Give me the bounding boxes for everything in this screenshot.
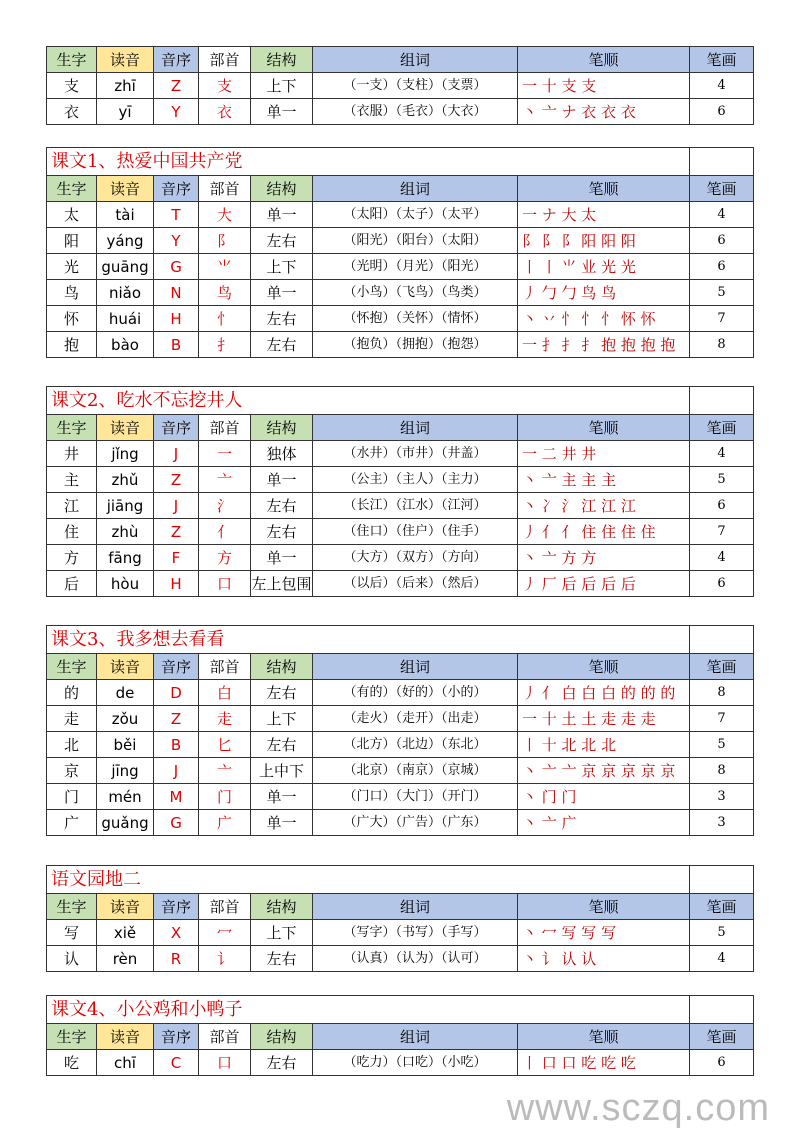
header-radical: 部首 (199, 176, 251, 202)
cell-pinyin: tài (97, 202, 154, 228)
cell-initial: H (154, 571, 199, 597)
cell-structure: 单一 (251, 99, 313, 125)
table-row (47, 810, 754, 836)
cell-count: 5 (690, 920, 754, 946)
cell-count: 8 (690, 680, 754, 706)
cell-char: 抱 (47, 332, 97, 358)
header-strokes: 笔顺 (518, 47, 690, 73)
cell-words: （光明）（月光）（阳光） (313, 254, 518, 280)
cell-strokes: 丿 亻 白 白 白 的 的 的 (518, 680, 690, 706)
header-char: 生字 (47, 654, 97, 680)
empty-cell (690, 996, 754, 1024)
header-words: 组词 (313, 176, 518, 202)
cell-pinyin: guǎng (97, 810, 154, 836)
header-structure: 结构 (251, 415, 313, 441)
empty-cell (690, 866, 754, 894)
header-words: 组词 (313, 894, 518, 920)
header-structure: 结构 (251, 1024, 313, 1050)
header-pinyin: 读音 (97, 894, 154, 920)
cell-radical: 冖 (199, 920, 251, 946)
empty-cell (690, 387, 754, 415)
watermark: www.sczq.com (506, 1087, 770, 1129)
cell-words: （以后）（后来）（然后） (313, 571, 518, 597)
header-structure: 结构 (251, 176, 313, 202)
cell-strokes: 一 扌 扌 扌 抱 抱 抱 抱 (518, 332, 690, 358)
table-row (47, 1050, 754, 1076)
cell-radical: 衣 (199, 99, 251, 125)
header-initial: 音序 (154, 415, 199, 441)
cell-pinyin: zǒu (97, 706, 154, 732)
cell-count: 7 (690, 519, 754, 545)
table-row (47, 306, 754, 332)
cell-words: （大方）（双方）（方向） (313, 545, 518, 571)
cell-radical: 亠 (199, 467, 251, 493)
lesson-title: 课文1、热爱中国共产党 (47, 148, 690, 176)
cell-initial: X (154, 920, 199, 946)
header-pinyin: 读音 (97, 176, 154, 202)
cell-count: 6 (690, 228, 754, 254)
cell-radical: 阝 (199, 228, 251, 254)
header-count: 笔画 (690, 654, 754, 680)
cell-strokes: 一 ナ 大 太 (518, 202, 690, 228)
cell-words: （水井）（市井）（井盖） (313, 441, 518, 467)
header-structure: 结构 (251, 654, 313, 680)
cell-words: （阳光）（阳台）（太阳） (313, 228, 518, 254)
cell-initial: T (154, 202, 199, 228)
cell-pinyin: fāng (97, 545, 154, 571)
cell-structure: 左右 (251, 680, 313, 706)
table-row (47, 920, 754, 946)
cell-pinyin: de (97, 680, 154, 706)
lesson-title: 课文2、吃水不忘挖井人 (47, 387, 690, 415)
table-row (47, 99, 754, 125)
header-structure: 结构 (251, 47, 313, 73)
table-row (47, 680, 754, 706)
cell-structure: 左上包围 (251, 571, 313, 597)
cell-words: （门口）（大门）（开门） (313, 784, 518, 810)
cell-char: 住 (47, 519, 97, 545)
cell-pinyin: xiě (97, 920, 154, 946)
table-row (47, 280, 754, 306)
cell-count: 4 (690, 946, 754, 972)
cell-words: （认真）（认为）（认可） (313, 946, 518, 972)
cell-count: 5 (690, 732, 754, 758)
cell-words: （吃力）（口吃）（小吃） (313, 1050, 518, 1076)
cell-structure: 上下 (251, 706, 313, 732)
cell-initial: Z (154, 467, 199, 493)
cell-words: （抱负）（拥抱）（抱怨） (313, 332, 518, 358)
cell-pinyin: chī (97, 1050, 154, 1076)
cell-initial: N (154, 280, 199, 306)
header-initial: 音序 (154, 1024, 199, 1050)
cell-structure: 单一 (251, 202, 313, 228)
character-table (46, 995, 754, 1076)
header-words: 组词 (313, 1024, 518, 1050)
cell-structure: 左右 (251, 946, 313, 972)
cell-initial: D (154, 680, 199, 706)
cell-strokes: 丶 亠 方 方 (518, 545, 690, 571)
cell-char: 支 (47, 73, 97, 99)
cell-strokes: 丶 亠 ナ 衣 衣 衣 (518, 99, 690, 125)
table-row (47, 493, 754, 519)
cell-radical: 口 (199, 571, 251, 597)
cell-count: 7 (690, 306, 754, 332)
cell-structure: 左右 (251, 228, 313, 254)
lesson-title: 课文4、小公鸡和小鸭子 (47, 996, 690, 1024)
header-count: 笔画 (690, 176, 754, 202)
cell-pinyin: bào (97, 332, 154, 358)
cell-pinyin: guāng (97, 254, 154, 280)
cell-char: 太 (47, 202, 97, 228)
header-row (47, 415, 754, 441)
table-row (47, 441, 754, 467)
cell-strokes: 一 十 支 支 (518, 73, 690, 99)
cell-char: 阳 (47, 228, 97, 254)
cell-words: （怀抱）（关怀）（情怀） (313, 306, 518, 332)
header-char: 生字 (47, 894, 97, 920)
cell-initial: Z (154, 73, 199, 99)
cell-radical: 忄 (199, 306, 251, 332)
cell-words: （北方）（北边）（东北） (313, 732, 518, 758)
cell-char: 光 (47, 254, 97, 280)
header-char: 生字 (47, 1024, 97, 1050)
header-strokes: 笔顺 (518, 894, 690, 920)
cell-count: 6 (690, 254, 754, 280)
cell-strokes: 丶 冫 氵 江 江 江 (518, 493, 690, 519)
cell-structure: 单一 (251, 784, 313, 810)
header-initial: 音序 (154, 894, 199, 920)
header-pinyin: 读音 (97, 654, 154, 680)
header-pinyin: 读音 (97, 415, 154, 441)
cell-initial: Y (154, 228, 199, 254)
character-table (46, 865, 754, 972)
cell-structure: 上下 (251, 73, 313, 99)
cell-char: 江 (47, 493, 97, 519)
header-initial: 音序 (154, 47, 199, 73)
cell-initial: J (154, 493, 199, 519)
cell-words: （小鸟）（飞鸟）（鸟类） (313, 280, 518, 306)
cell-structure: 左右 (251, 732, 313, 758)
cell-structure: 上下 (251, 920, 313, 946)
cell-structure: 左右 (251, 493, 313, 519)
cell-strokes: 阝 阝 阝 阳 阳 阳 (518, 228, 690, 254)
table-row (47, 202, 754, 228)
cell-strokes: 一 二 井 井 (518, 441, 690, 467)
cell-structure: 左右 (251, 519, 313, 545)
header-char: 生字 (47, 176, 97, 202)
table-row (47, 571, 754, 597)
header-radical: 部首 (199, 415, 251, 441)
cell-words: （写字）（书写）（手写） (313, 920, 518, 946)
cell-pinyin: jiāng (97, 493, 154, 519)
cell-initial: Z (154, 519, 199, 545)
cell-char: 吃 (47, 1050, 97, 1076)
table-row (47, 467, 754, 493)
cell-char: 走 (47, 706, 97, 732)
header-row (47, 176, 754, 202)
cell-pinyin: běi (97, 732, 154, 758)
cell-strokes: 丶 丷 忄 忄 忄 怀 怀 (518, 306, 690, 332)
cell-count: 6 (690, 1050, 754, 1076)
table-row (47, 545, 754, 571)
header-radical: 部首 (199, 1024, 251, 1050)
header-initial: 音序 (154, 654, 199, 680)
cell-structure: 单一 (251, 810, 313, 836)
empty-cell (690, 148, 754, 176)
cell-count: 4 (690, 202, 754, 228)
lesson-title: 语文园地二 (47, 866, 690, 894)
cell-char: 认 (47, 946, 97, 972)
cell-count: 7 (690, 706, 754, 732)
header-strokes: 笔顺 (518, 1024, 690, 1050)
cell-radical: 走 (199, 706, 251, 732)
character-table (46, 46, 754, 125)
cell-pinyin: niǎo (97, 280, 154, 306)
header-strokes: 笔顺 (518, 176, 690, 202)
cell-pinyin: zhù (97, 519, 154, 545)
lesson-title: 课文3、我多想去看看 (47, 626, 690, 654)
cell-count: 8 (690, 758, 754, 784)
table-row (47, 332, 754, 358)
header-words: 组词 (313, 47, 518, 73)
cell-radical: 匕 (199, 732, 251, 758)
cell-count: 6 (690, 493, 754, 519)
cell-pinyin: yáng (97, 228, 154, 254)
cell-char: 井 (47, 441, 97, 467)
header-radical: 部首 (199, 47, 251, 73)
cell-words: （有的）（好的）（小的） (313, 680, 518, 706)
cell-strokes: 丿 亻 亻 住 住 住 住 (518, 519, 690, 545)
cell-initial: J (154, 441, 199, 467)
cell-radical: 支 (199, 73, 251, 99)
header-char: 生字 (47, 47, 97, 73)
cell-radical: 鸟 (199, 280, 251, 306)
header-pinyin: 读音 (97, 47, 154, 73)
header-words: 组词 (313, 415, 518, 441)
cell-count: 6 (690, 99, 754, 125)
cell-structure: 左右 (251, 1050, 313, 1076)
character-table (46, 386, 754, 597)
cell-initial: G (154, 254, 199, 280)
cell-words: （住口）（住户）（住手） (313, 519, 518, 545)
header-radical: 部首 (199, 894, 251, 920)
table-row (47, 706, 754, 732)
header-pinyin: 读音 (97, 1024, 154, 1050)
cell-radical: 方 (199, 545, 251, 571)
cell-structure: 单一 (251, 545, 313, 571)
table-row (47, 73, 754, 99)
cell-initial: M (154, 784, 199, 810)
cell-initial: B (154, 332, 199, 358)
cell-radical: 门 (199, 784, 251, 810)
table-row (47, 732, 754, 758)
cell-radical: 白 (199, 680, 251, 706)
cell-count: 4 (690, 545, 754, 571)
cell-words: （长江）（江水）（江河） (313, 493, 518, 519)
cell-initial: B (154, 732, 199, 758)
cell-structure: 单一 (251, 467, 313, 493)
cell-char: 门 (47, 784, 97, 810)
cell-char: 衣 (47, 99, 97, 125)
cell-radical: 广 (199, 810, 251, 836)
cell-count: 4 (690, 73, 754, 99)
cell-initial: G (154, 810, 199, 836)
cell-pinyin: yī (97, 99, 154, 125)
cell-initial: F (154, 545, 199, 571)
cell-char: 怀 (47, 306, 97, 332)
table-row (47, 784, 754, 810)
cell-radical: 讠 (199, 946, 251, 972)
cell-char: 北 (47, 732, 97, 758)
cell-words: （广大）（广告）（广东） (313, 810, 518, 836)
cell-strokes: 丶 门 门 (518, 784, 690, 810)
header-structure: 结构 (251, 894, 313, 920)
cell-strokes: 一 十 土 土 走 走 走 (518, 706, 690, 732)
cell-initial: Y (154, 99, 199, 125)
header-count: 笔画 (690, 894, 754, 920)
cell-count: 5 (690, 280, 754, 306)
cell-structure: 单一 (251, 280, 313, 306)
cell-initial: J (154, 758, 199, 784)
cell-radical: ⺌ (199, 254, 251, 280)
cell-strokes: 丶 冖 写 写 写 (518, 920, 690, 946)
cell-radical: 大 (199, 202, 251, 228)
cell-initial: R (154, 946, 199, 972)
table-row (47, 228, 754, 254)
header-count: 笔画 (690, 47, 754, 73)
table-row (47, 946, 754, 972)
header-row (47, 1024, 754, 1050)
table-row (47, 519, 754, 545)
character-table (46, 147, 754, 358)
cell-strokes: 丿 勹 勹 鸟 鸟 (518, 280, 690, 306)
header-radical: 部首 (199, 654, 251, 680)
cell-radical: 一 (199, 441, 251, 467)
cell-count: 3 (690, 810, 754, 836)
table-row (47, 254, 754, 280)
cell-words: （一支）（支柱）（支票） (313, 73, 518, 99)
header-strokes: 笔顺 (518, 415, 690, 441)
cell-words: （衣服）（毛衣）（大衣） (313, 99, 518, 125)
cell-strokes: 丶 亠 主 主 主 (518, 467, 690, 493)
character-table (46, 625, 754, 836)
cell-radical: 口 (199, 1050, 251, 1076)
cell-count: 4 (690, 441, 754, 467)
cell-char: 写 (47, 920, 97, 946)
cell-char: 的 (47, 680, 97, 706)
cell-count: 6 (690, 571, 754, 597)
cell-strokes: 丨 丨 ⺌ 业 光 光 (518, 254, 690, 280)
cell-words: （太阳）（太子）（太平） (313, 202, 518, 228)
cell-char: 后 (47, 571, 97, 597)
cell-words: （走火）（走开）（出走） (313, 706, 518, 732)
cell-radical: 氵 (199, 493, 251, 519)
cell-initial: Z (154, 706, 199, 732)
header-initial: 音序 (154, 176, 199, 202)
cell-strokes: 丨 口 口 吃 吃 吃 (518, 1050, 690, 1076)
cell-structure: 左右 (251, 306, 313, 332)
cell-count: 3 (690, 784, 754, 810)
cell-pinyin: jǐng (97, 441, 154, 467)
cell-pinyin: rèn (97, 946, 154, 972)
table-row (47, 758, 754, 784)
cell-char: 方 (47, 545, 97, 571)
header-count: 笔画 (690, 415, 754, 441)
cell-char: 京 (47, 758, 97, 784)
cell-pinyin: zhī (97, 73, 154, 99)
cell-radical: 亻 (199, 519, 251, 545)
cell-words: （北京）（南京）（京城） (313, 758, 518, 784)
cell-structure: 上中下 (251, 758, 313, 784)
cell-radical: 亠 (199, 758, 251, 784)
cell-strokes: 丶 讠 认 认 (518, 946, 690, 972)
header-row (47, 654, 754, 680)
cell-strokes: 丶 亠 亠 京 京 京 京 京 (518, 758, 690, 784)
header-char: 生字 (47, 415, 97, 441)
cell-initial: C (154, 1050, 199, 1076)
cell-structure: 左右 (251, 332, 313, 358)
cell-radical: 扌 (199, 332, 251, 358)
cell-char: 主 (47, 467, 97, 493)
cell-words: （公主）（主人）（主力） (313, 467, 518, 493)
header-row (47, 47, 754, 73)
cell-pinyin: mén (97, 784, 154, 810)
cell-pinyin: huái (97, 306, 154, 332)
cell-char: 广 (47, 810, 97, 836)
cell-structure: 上下 (251, 254, 313, 280)
cell-char: 鸟 (47, 280, 97, 306)
header-row (47, 894, 754, 920)
cell-count: 8 (690, 332, 754, 358)
header-strokes: 笔顺 (518, 654, 690, 680)
empty-cell (690, 626, 754, 654)
cell-pinyin: zhǔ (97, 467, 154, 493)
cell-strokes: 丨 十 北 北 北 (518, 732, 690, 758)
cell-initial: H (154, 306, 199, 332)
cell-strokes: 丿 厂 后 后 后 后 (518, 571, 690, 597)
header-words: 组词 (313, 654, 518, 680)
cell-count: 5 (690, 467, 754, 493)
cell-pinyin: jīng (97, 758, 154, 784)
cell-structure: 独体 (251, 441, 313, 467)
cell-strokes: 丶 亠 广 (518, 810, 690, 836)
cell-pinyin: hòu (97, 571, 154, 597)
header-count: 笔画 (690, 1024, 754, 1050)
